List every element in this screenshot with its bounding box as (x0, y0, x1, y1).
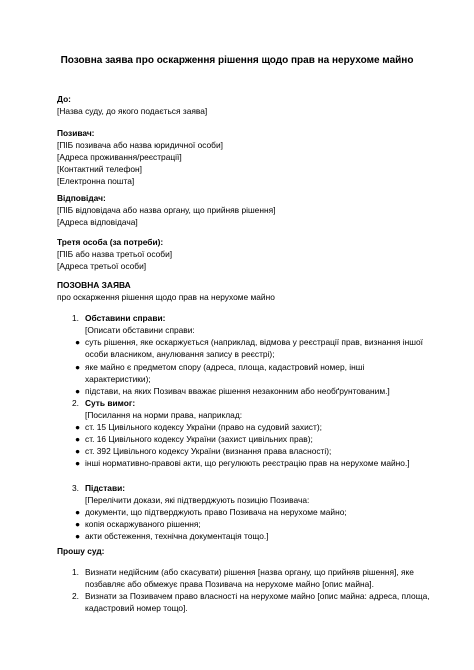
section-bullet: документи, що підтверджують право Позивача на нерухоме майно; (85, 507, 347, 517)
section-number: 3. (72, 483, 79, 493)
request-item: Визнати недійсним (або скасувати) рішення [назва органу, що прийняв рішення], яке позбавляє або обмежує права Позивача на нерухоме майно [опис майна]. (85, 567, 414, 589)
request-label: Прошу суд: (57, 546, 105, 556)
plaintiff-label: Позивач: (57, 128, 95, 138)
third-party-block (57, 236, 427, 272)
section-intro: [Перелічити докази, які підтверджують позицію Позивача: (85, 495, 310, 505)
section-number: 1. (72, 313, 79, 323)
bullet-icon: ● (75, 458, 81, 468)
section-bullet: яке майно є предметом спору (адреса, площа, кадастровий номер, інші характеристики); (85, 362, 365, 384)
bullet-icon: ● (75, 362, 81, 372)
defendant-block (57, 192, 427, 228)
third-party-line: [Адреса третьої особи] (57, 261, 147, 271)
section-title: Підстави: (85, 483, 126, 493)
bullet-icon: ● (75, 531, 81, 541)
bullet-icon: ● (75, 507, 81, 517)
request-number: 2. (72, 591, 79, 601)
third-party-line: [ПІБ або назва третьої особи] (57, 249, 173, 259)
request-block (57, 545, 430, 615)
bullet-icon: ● (75, 519, 81, 529)
section-intro: [Посилання на норми права, наприклад: (85, 410, 243, 420)
bullet-icon: ● (75, 386, 81, 396)
plaintiff-line: [Адреса проживання/реєстрації] (57, 152, 182, 162)
defendant-line: [Адреса відповідача] (57, 217, 138, 227)
bullet-icon: ● (75, 446, 81, 456)
claim-subheading: про оскарження рішення щодо прав на нерухоме майно (57, 292, 275, 302)
section-bullet: копія оскаржуваного рішення; (85, 519, 201, 529)
section-bullet: інші нормативно-правові акти, що регулюють реєстрацію прав на нерухоме майно.] (85, 458, 410, 468)
section-title: Обставини справи: (85, 313, 166, 323)
section-intro: [Описати обставини справи: (85, 325, 195, 335)
defendant-label: Відповідач: (57, 193, 106, 203)
request-item: Визнати за Позивачем право власності на нерухоме майно [опис майна: адреса, площа, кадастровий номер тощо]. (85, 591, 430, 613)
claim-heading-block (57, 279, 427, 303)
section-bullet: ст. 16 Цивільного кодексу України (захист цивільних прав); (85, 434, 313, 444)
plaintiff-line: [Контактний телефон] (57, 164, 142, 174)
section-title: Суть вимог: (85, 398, 136, 408)
bullet-icon: ● (75, 337, 81, 347)
third-party-label: Третя особа (за потреби): (57, 237, 164, 247)
bullet-icon: ● (75, 434, 81, 444)
defendant-line: [ПІБ відповідача або назва органу, що прийняв рішення] (57, 205, 276, 215)
section-bullet: суть рішення, яке оскаржується (наприклад, відмова у реєстрації прав, визнання іншої особи власником, анулювання запису в реєстрі); (85, 337, 423, 359)
plaintiff-line: [ПІБ позивача або назва юридичної особи] (57, 140, 223, 150)
document-title: Позовна заява про оскарження рішення щодо прав на нерухоме майно (60, 55, 414, 66)
section-number: 2. (72, 398, 79, 408)
section-bullet: підстави, на яких Позивач вважає рішення незаконним або необґрунтованим.] (85, 386, 390, 396)
section-bullet: ст. 392 Цивільного кодексу України (визнання права власності); (85, 446, 332, 456)
court-block (57, 93, 427, 117)
sections-list (57, 312, 427, 542)
claim-heading: ПОЗОВНА ЗАЯВА (57, 280, 131, 290)
section-bullet: ст. 15 Цивільного кодексу України (право на судовий захист); (85, 422, 322, 432)
plaintiff-line: [Електронна пошта] (57, 176, 135, 186)
request-number: 1. (72, 567, 79, 577)
section-bullet: акти обстеження, технічна документація тощо.] (85, 531, 269, 541)
court-line: [Назва суду, до якого подається заява] (57, 106, 208, 116)
court-label: До: (57, 94, 71, 104)
plaintiff-block (57, 127, 427, 187)
bullet-icon: ● (75, 422, 81, 432)
